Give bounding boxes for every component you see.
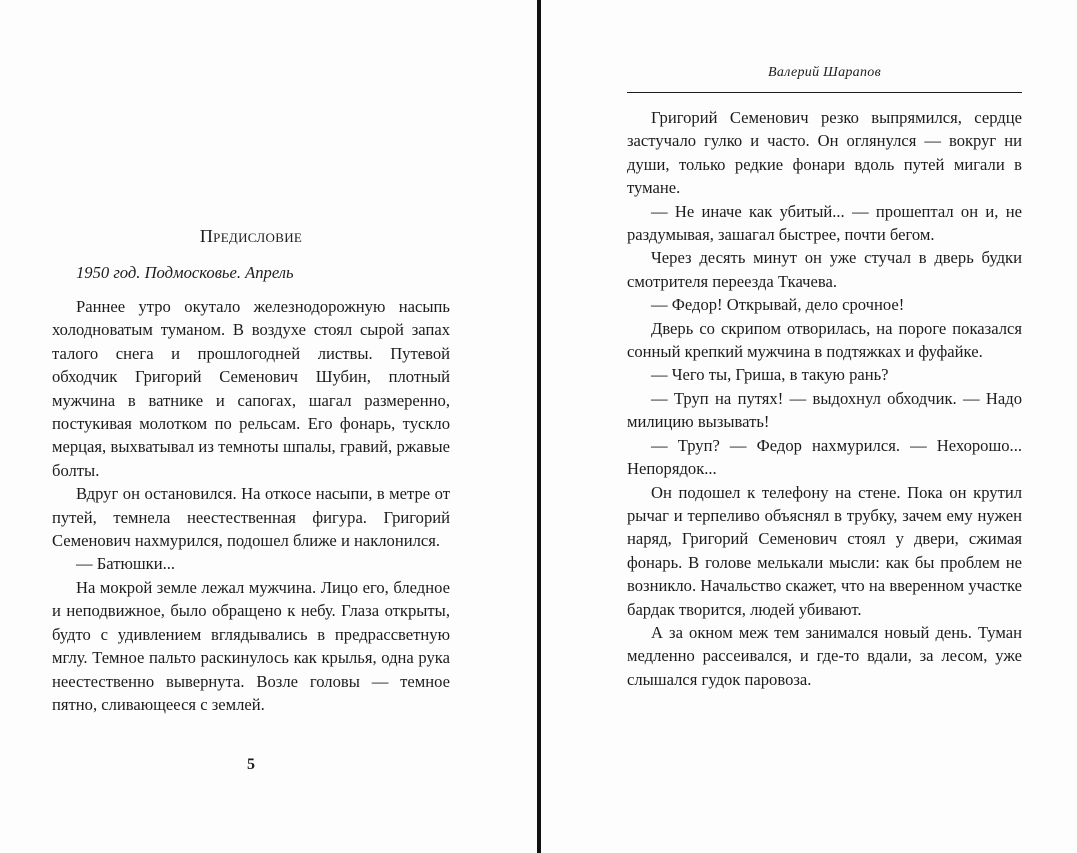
paragraph: Дверь со скрипом отворилась, на пороге показался сонный крепкий мужчина в подтяжках и фуфайке. <box>627 318 1022 362</box>
paragraph: На мокрой земле лежал мужчина. Лицо его, бледное и неподвижное, было обращено к небу. Глаза открыты, будто с удивлением вглядывались в предрассветную мглу. Темное пальто раскинулось как крылья, одна рука неестественно вывернута. Возле головы — темное пятно, сливающееся с землей. <box>52 577 450 714</box>
right-page-text <box>627 106 1022 691</box>
running-header: Валерий Шарапов <box>768 65 881 80</box>
chapter-subtitle: 1950 год. Подмосковье. Апрель <box>76 263 294 282</box>
paragraph: Раннее утро окутало железнодорожную насыпь холодноватым туманом. В воздухе стоял сырой запах талого снега и прошлогодней листвы. Путевой обходчик Григорий Семенович Шубин, плотный мужчина в ватнике и сапогах, шагал размеренно, постукивая молотком по рельсам. Его фонарь, тускло мерцая, выхватывал из темноты шпалы, гравий, ржавые болты. <box>52 297 450 480</box>
paragraph: Через десять минут он уже стучал в дверь будки смотрителя переезда Ткачева. <box>627 248 1022 291</box>
page-number: 5 <box>247 756 255 773</box>
paragraph: — Чего ты, Гриша, в такую рань? <box>651 365 889 385</box>
header-rule <box>627 92 1022 93</box>
left-page-text <box>52 295 450 716</box>
paragraph: — Не иначе как убитый... — прошептал он и, не раздумывая, зашагал быстрее, почти бегом. <box>627 201 1022 245</box>
paragraph: Вдруг он остановился. На откосе насыпи, в метре от путей, темнела неестественная фигура. Григорий Семенович нахмурился, подошел ближе и наклонился. <box>52 484 450 551</box>
paragraph: Он подошел к телефону на стене. Пока он крутил рычаг и терпеливо объяснял в трубку, зачем ему нужен наряд, Григорий Семенович стоял у двери, сжимая фонарь. В голове мелькали мысли: как бы проблем не возникло. Начальство скажет, что на вверенном участке бардак творится, людей убивают. <box>627 482 1022 619</box>
chapter-title: Предисловие <box>199 226 303 246</box>
paragraph: — Батюшки... <box>76 554 176 574</box>
paragraph: — Федор! Открывай, дело срочное! <box>651 295 905 315</box>
paragraph: Григорий Семенович резко выпрямился, сердце застучало гулко и часто. Он оглянулся — вокруг ни души, только редкие фонари вдоль путей мигали в тумане. <box>627 108 1022 198</box>
paragraph: — Труп на путях! — выдохнул обходчик. — Надо милицию вызывать! <box>627 388 1022 432</box>
paragraph: — Труп? — Федор нахмурился. — Нехорошо... Непорядок... <box>627 435 1022 479</box>
paragraph: А за окном меж тем занимался новый день. Туман медленно рассеивался, и где-то вдали, за лесом, уже слышался гудок паровоза. <box>627 622 1022 689</box>
